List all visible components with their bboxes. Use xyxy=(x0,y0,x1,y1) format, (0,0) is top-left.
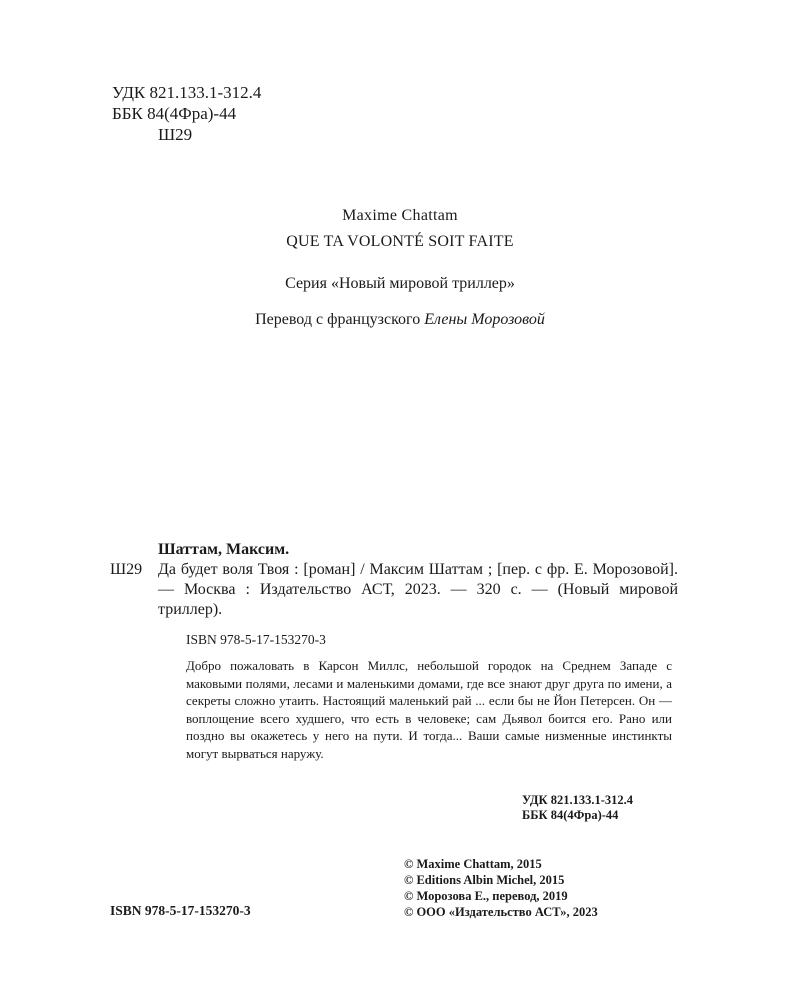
udk-code: УДК 821.133.1-312.4 xyxy=(112,83,262,102)
original-author: Maxime Chattam xyxy=(342,207,458,224)
footer-bbk: ББК 84(4Фра)-44 xyxy=(522,808,619,822)
author-sign: Ш29 xyxy=(158,125,193,144)
copyright-line: © Maxime Chattam, 2015 xyxy=(404,857,542,871)
annotation xyxy=(186,657,672,762)
catalog-entry xyxy=(110,540,680,620)
translation-prefix: Перевод с французского xyxy=(255,311,425,328)
catalog-description: Да будет воля Твоя : [роман] / Максим Шаттам ; [пер. с фр. Е. Морозовой]. — Москва : Издательство АСТ, 2023. — 320 с. — (Новый мировой триллер). xyxy=(158,561,678,618)
catalog-row xyxy=(110,560,680,620)
title-block xyxy=(0,206,800,330)
copyright-line: © Editions Albin Michel, 2015 xyxy=(404,873,565,887)
series-name: Серия «Новый мировой триллер» xyxy=(285,275,515,292)
copyright-list xyxy=(404,856,598,920)
catalog-code: Ш29 xyxy=(110,561,143,578)
annotation-text: Добро пожаловать в Карсон Миллс, небольшой городок на Среднем Западе с маковыми полями, лесами и маленькими домами, где все знают друг друга по имени, а секреты сложно утаить. Настоящий маленький рай ... если бы не Йон Петерсен. Он — воплощение всего худшего, что есть в человеке; сам Дьявол боится его. Рано или поздно вы окажетесь у него на пути. И тогда... Ваши самые низменные инстинкты могут вырваться наружу. xyxy=(186,658,672,761)
isbn-bottom: ISBN 978-5-17-153270-3 xyxy=(110,903,251,918)
copyright-line: © Морозова Е., перевод, 2019 xyxy=(404,889,568,903)
classification-codes xyxy=(112,82,261,145)
translation-credit xyxy=(0,310,800,330)
catalog-author: Шаттам, Максим. xyxy=(158,541,290,558)
catalog-isbn: ISBN 978-5-17-153270-3 xyxy=(186,632,326,647)
footer-udk: УДК 821.133.1-312.4 xyxy=(522,793,633,807)
original-title: QUE TA VOLONTÉ SOIT FAITE xyxy=(286,233,514,250)
footer-codes xyxy=(522,793,633,823)
copyright-line: © ООО «Издательство АСТ», 2023 xyxy=(404,905,598,919)
bbk-code: ББК 84(4Фра)-44 xyxy=(112,104,237,123)
translator-name: Елены Морозовой xyxy=(424,311,545,328)
